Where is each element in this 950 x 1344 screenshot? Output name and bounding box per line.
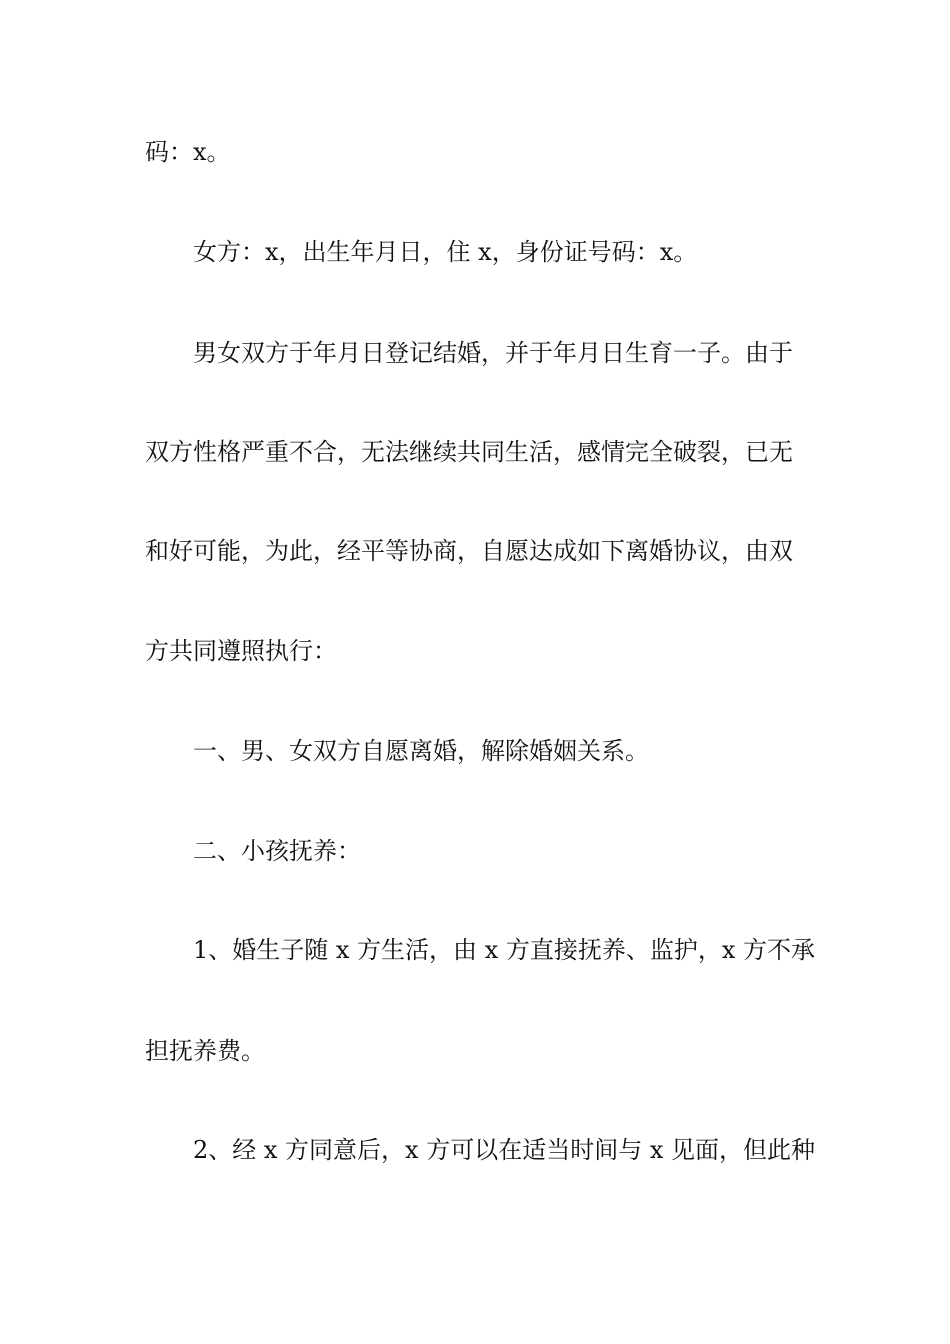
clause-two-item-2: 2、经 x 方同意后，x 方可以在适当时间与 x 见面，但此种 [193, 1136, 816, 1164]
clause-two-item-1: 1、婚生子随 x 方生活，由 x 方直接抚养、监护，x 方不承 [193, 936, 816, 964]
text-line: 双方性格严重不合，无法继续共同生活，感情完全破裂，已无 [145, 438, 793, 466]
text-line: 码：x。 [145, 138, 231, 166]
text-line: 和好可能，为此，经平等协商，自愿达成如下离婚协议，由双 [145, 537, 793, 565]
text-line: 方共同遵照执行： [145, 637, 337, 665]
clause-one: 一、男、女双方自愿离婚，解除婚姻关系。 [193, 737, 649, 765]
paragraph-female-party: 女方：x，出生年月日，住 x，身份证号码：x。 [193, 238, 698, 266]
paragraph-marriage-intro: 男女双方于年月日登记结婚，并于年月日生育一子。由于 [193, 339, 793, 367]
text-line: 担抚养费。 [145, 1037, 265, 1065]
clause-two-heading: 二、小孩抚养： [193, 837, 361, 865]
